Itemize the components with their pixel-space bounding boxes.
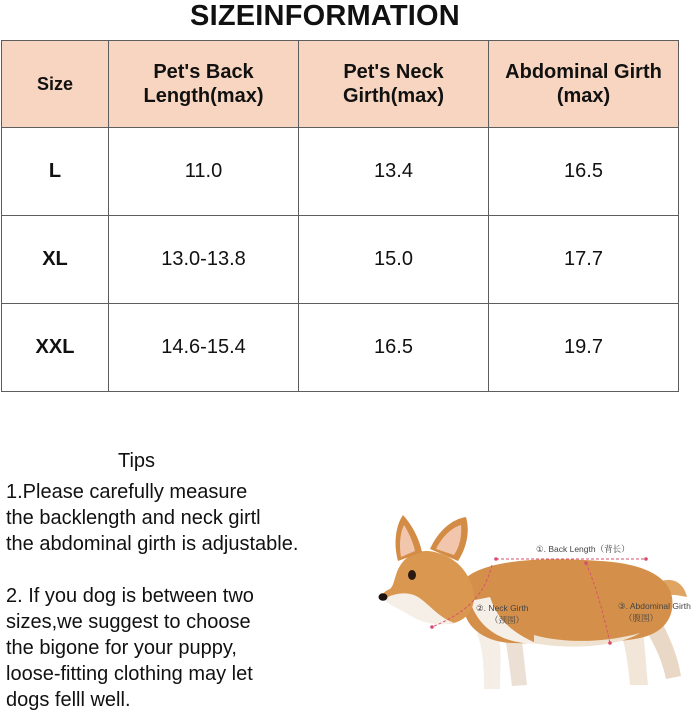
back-length-label: ①. Back Length（背长） [536,544,630,554]
back-length-cell: 14.6-15.4 [109,304,299,392]
page-title: SIZEINFORMATION [190,0,460,32]
header-size: Size [2,41,109,128]
size-cell: XL [2,216,109,304]
table-row [2,216,679,304]
dog-nose [379,593,388,601]
abdominal-girth-start-marker [584,561,588,565]
neck-girth-cn-label: （颈围） [490,615,525,625]
back-length-start-marker [494,557,498,561]
header-abdominal-girth: Abdominal Girth (max) [489,41,679,128]
abdominal-girth-label: ③. Abdominal Girth [618,601,691,611]
neck-girth-marker [430,625,434,629]
abdominal-girth-cell: 17.7 [489,216,679,304]
neck-girth-cell: 13.4 [299,128,489,216]
table-row [2,304,679,392]
neck-girth-cell: 15.0 [299,216,489,304]
tips-text: 1.Please carefully measure the backlength and neck girtl the abdominal girth is adjustable. 2. If you dog is between two sizes,we suggest to choose the bigone for your puppy, loose-fitting clothing may let dogs felll well. [6,481,299,711]
back-length-cell: 13.0-13.8 [109,216,299,304]
size-cell: XXL [2,304,109,392]
abdominal-girth-end-marker [608,641,612,645]
dog-eye [408,570,416,580]
header-neck-girth: Pet's Neck Girth(max) [299,41,489,128]
tips-section [6,448,346,713]
tips-title: Tips [118,450,156,472]
back-length-end-marker [644,557,648,561]
neck-girth-label: ②. Neck Girth [476,603,529,613]
back-length-cell: 11.0 [109,128,299,216]
dog-measurement-diagram [372,505,700,710]
abdominal-girth-cn-label: （腹围） [624,613,659,623]
header-back-length: Pet's Back Length(max) [109,41,299,128]
size-table [1,40,679,392]
neck-girth-cell: 16.5 [299,304,489,392]
table-header-row [2,41,679,128]
size-cell: L [2,128,109,216]
table-row [2,128,679,216]
abdominal-girth-cell: 19.7 [489,304,679,392]
abdominal-girth-cell: 16.5 [489,128,679,216]
dog-illustration [372,505,700,710]
